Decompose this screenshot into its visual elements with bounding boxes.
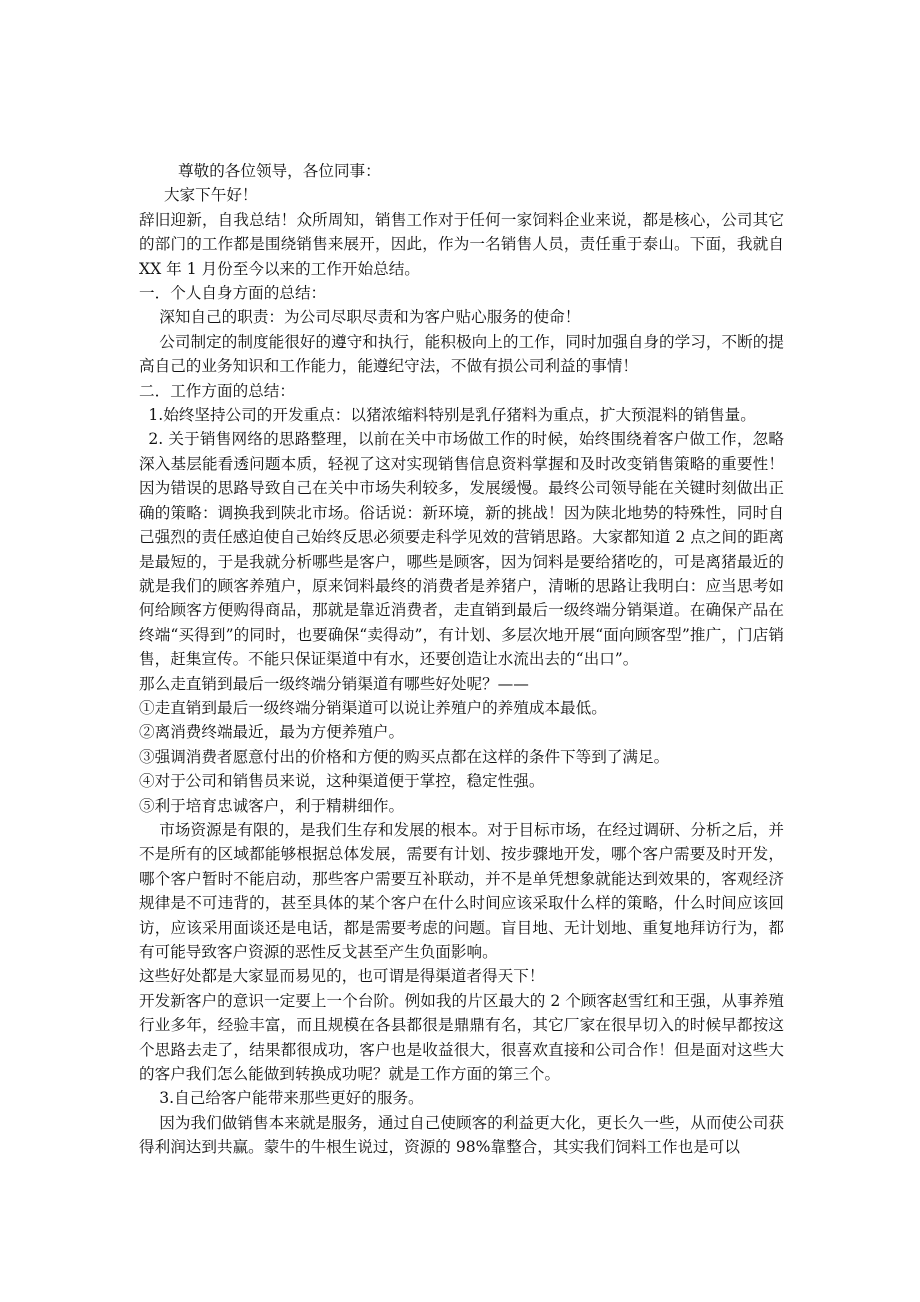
document-body [139,159,784,1160]
list-item: ②离消费终端最近，最为方便养殖户。 [139,723,405,742]
list-item: ④对于公司和销售员来说，这种渠道便于掌控，稳定性强。 [139,772,545,791]
body-paragraph: 公司制定的制度能很好的遵守和执行，能积极向上的工作，同时加强自身的学习，不断的提高自己的业务知识和工作能力，能遵纪守法，不做有损公司利益的事情！ [139,332,784,376]
hello-paragraph: 大家下午好！ [163,186,258,205]
section-heading: 一．个人自身方面的总结： [139,284,327,303]
numbered-paragraph: 3.自己给客户能带来那些更好的服务。 [159,1089,424,1108]
list-item: ③强调消费者愿意付出的价格和方便的购买点都在这样的条件下等到了满足。 [139,747,670,766]
greeting-paragraph: 尊敬的各位领导，各位同事： [178,162,381,180]
body-paragraph: 那么走直销到最后一级终端分销渠道有哪些好处呢？—— [139,674,529,693]
body-paragraph: 这些好处都是大家显而易见的，也可谓是得渠道者得天下！ [139,967,545,986]
body-paragraph: 深知自己的职责：为公司尽职尽责和为客户贴心服务的使命！ [159,308,581,327]
list-item: ⑤利于培育忠诚客户，利于精耕细作。 [139,796,405,815]
body-paragraph: 因为我们做销售本来就是服务，通过自己使顾客的利益更大化，更长久一些，从而使公司获得利润达到共赢。蒙牛的牛根生说过，资源的 98%靠整合，其实我们饲料工作也是可以 [139,1113,784,1157]
list-item: ①走直销到最后一级终端分销渠道可以说让养殖户的养殖成本最低。 [139,698,607,717]
section-heading: 二．工作方面的总结： [139,381,295,400]
intro-paragraph: 辞旧迎新，自我总结！众所周知，销售工作对于任何一家饲料企业来说，都是核心，公司其它的部门的工作都是围绕销售来展开，因此，作为一名销售人员，责任重于泰山。下面，我就自 XX 年 1 月份至今以来的工作开始总结。 [139,210,784,278]
body-paragraph: 开发新客户的意识一定要上一个台阶。例如我的片区最大的 2 个顾客赵雪红和王强，从事养殖行业多年，经验丰富，而且规模在各县都很是鼎鼎有名，其它厂家在很早切入的时候早都按这个思路去走了，结果都很成功，客户也是收益很大，很喜欢直接和公司合作！但是面对这些大的客户我们怎么能做到转换成功呢？就是工作方面的第三个。 [139,991,784,1084]
numbered-paragraph: 1.始终坚持公司的开发重点：以猪浓缩料特别是乳仔猪料为重点，扩大预混料的销售量。 [148,406,756,425]
numbered-paragraph: 2. 关于销售网络的思路整理，以前在关中市场做工作的时候，始终围绕着客户做工作，忽略深入基层能看透问题本质，轻视了这对实现销售信息资料掌握和及时改变销售策略的重要性！因为错误的思路导致自己在关中市场失利较多，发展缓慢。最终公司领导能在关键时刻做出正确的策略：调换我到陕北市场。俗话说：新环境，新的挑战！因为陕北地势的特殊性，同时自己强烈的责任感迫使自己始终反思必须要走科学见效的营销思路。大家都知道 2 点之间的距离是最短的，于是我就分析哪些是客户，哪些是顾客，因为饲料是要给猪吃的，可是离猪最近的就是我们的顾客养殖户，原来饲料最终的消费者是养猪户，清晰的思路让我明白：应当思考如何给顾客方便购得商品，那就是靠近消费者，走直销到最后一级终端分销渠道。在确保产品在终端“买得到”的同时，也要确保“卖得动”，有计划、多层次地开展“面向顾客型”推广，门店销售，赶集宣传。不能只保证渠道中有水，还要创造让水流出去的“出口”。 [139,430,784,669]
body-paragraph: 市场资源是有限的，是我们生存和发展的根本。对于目标市场，在经过调研、分析之后，并不是所有的区域都能够根据总体发展，需要有计划、按步骤地开发，哪个客户需要及时开发，哪个客户暂时不能启动，那些客户需要互补联动，并不是单凭想象就能达到效果的，客观经济规律是不可违背的，甚至具体的某个客户在什么时间应该采取什么样的策略，什么时间应该回访，应该采用面谈还是电话，都是需要考虑的问题。盲目地、无计划地、重复地拜访行为，都有可能导致客户资源的恶性反戈甚至产生负面影响。 [139,820,784,961]
